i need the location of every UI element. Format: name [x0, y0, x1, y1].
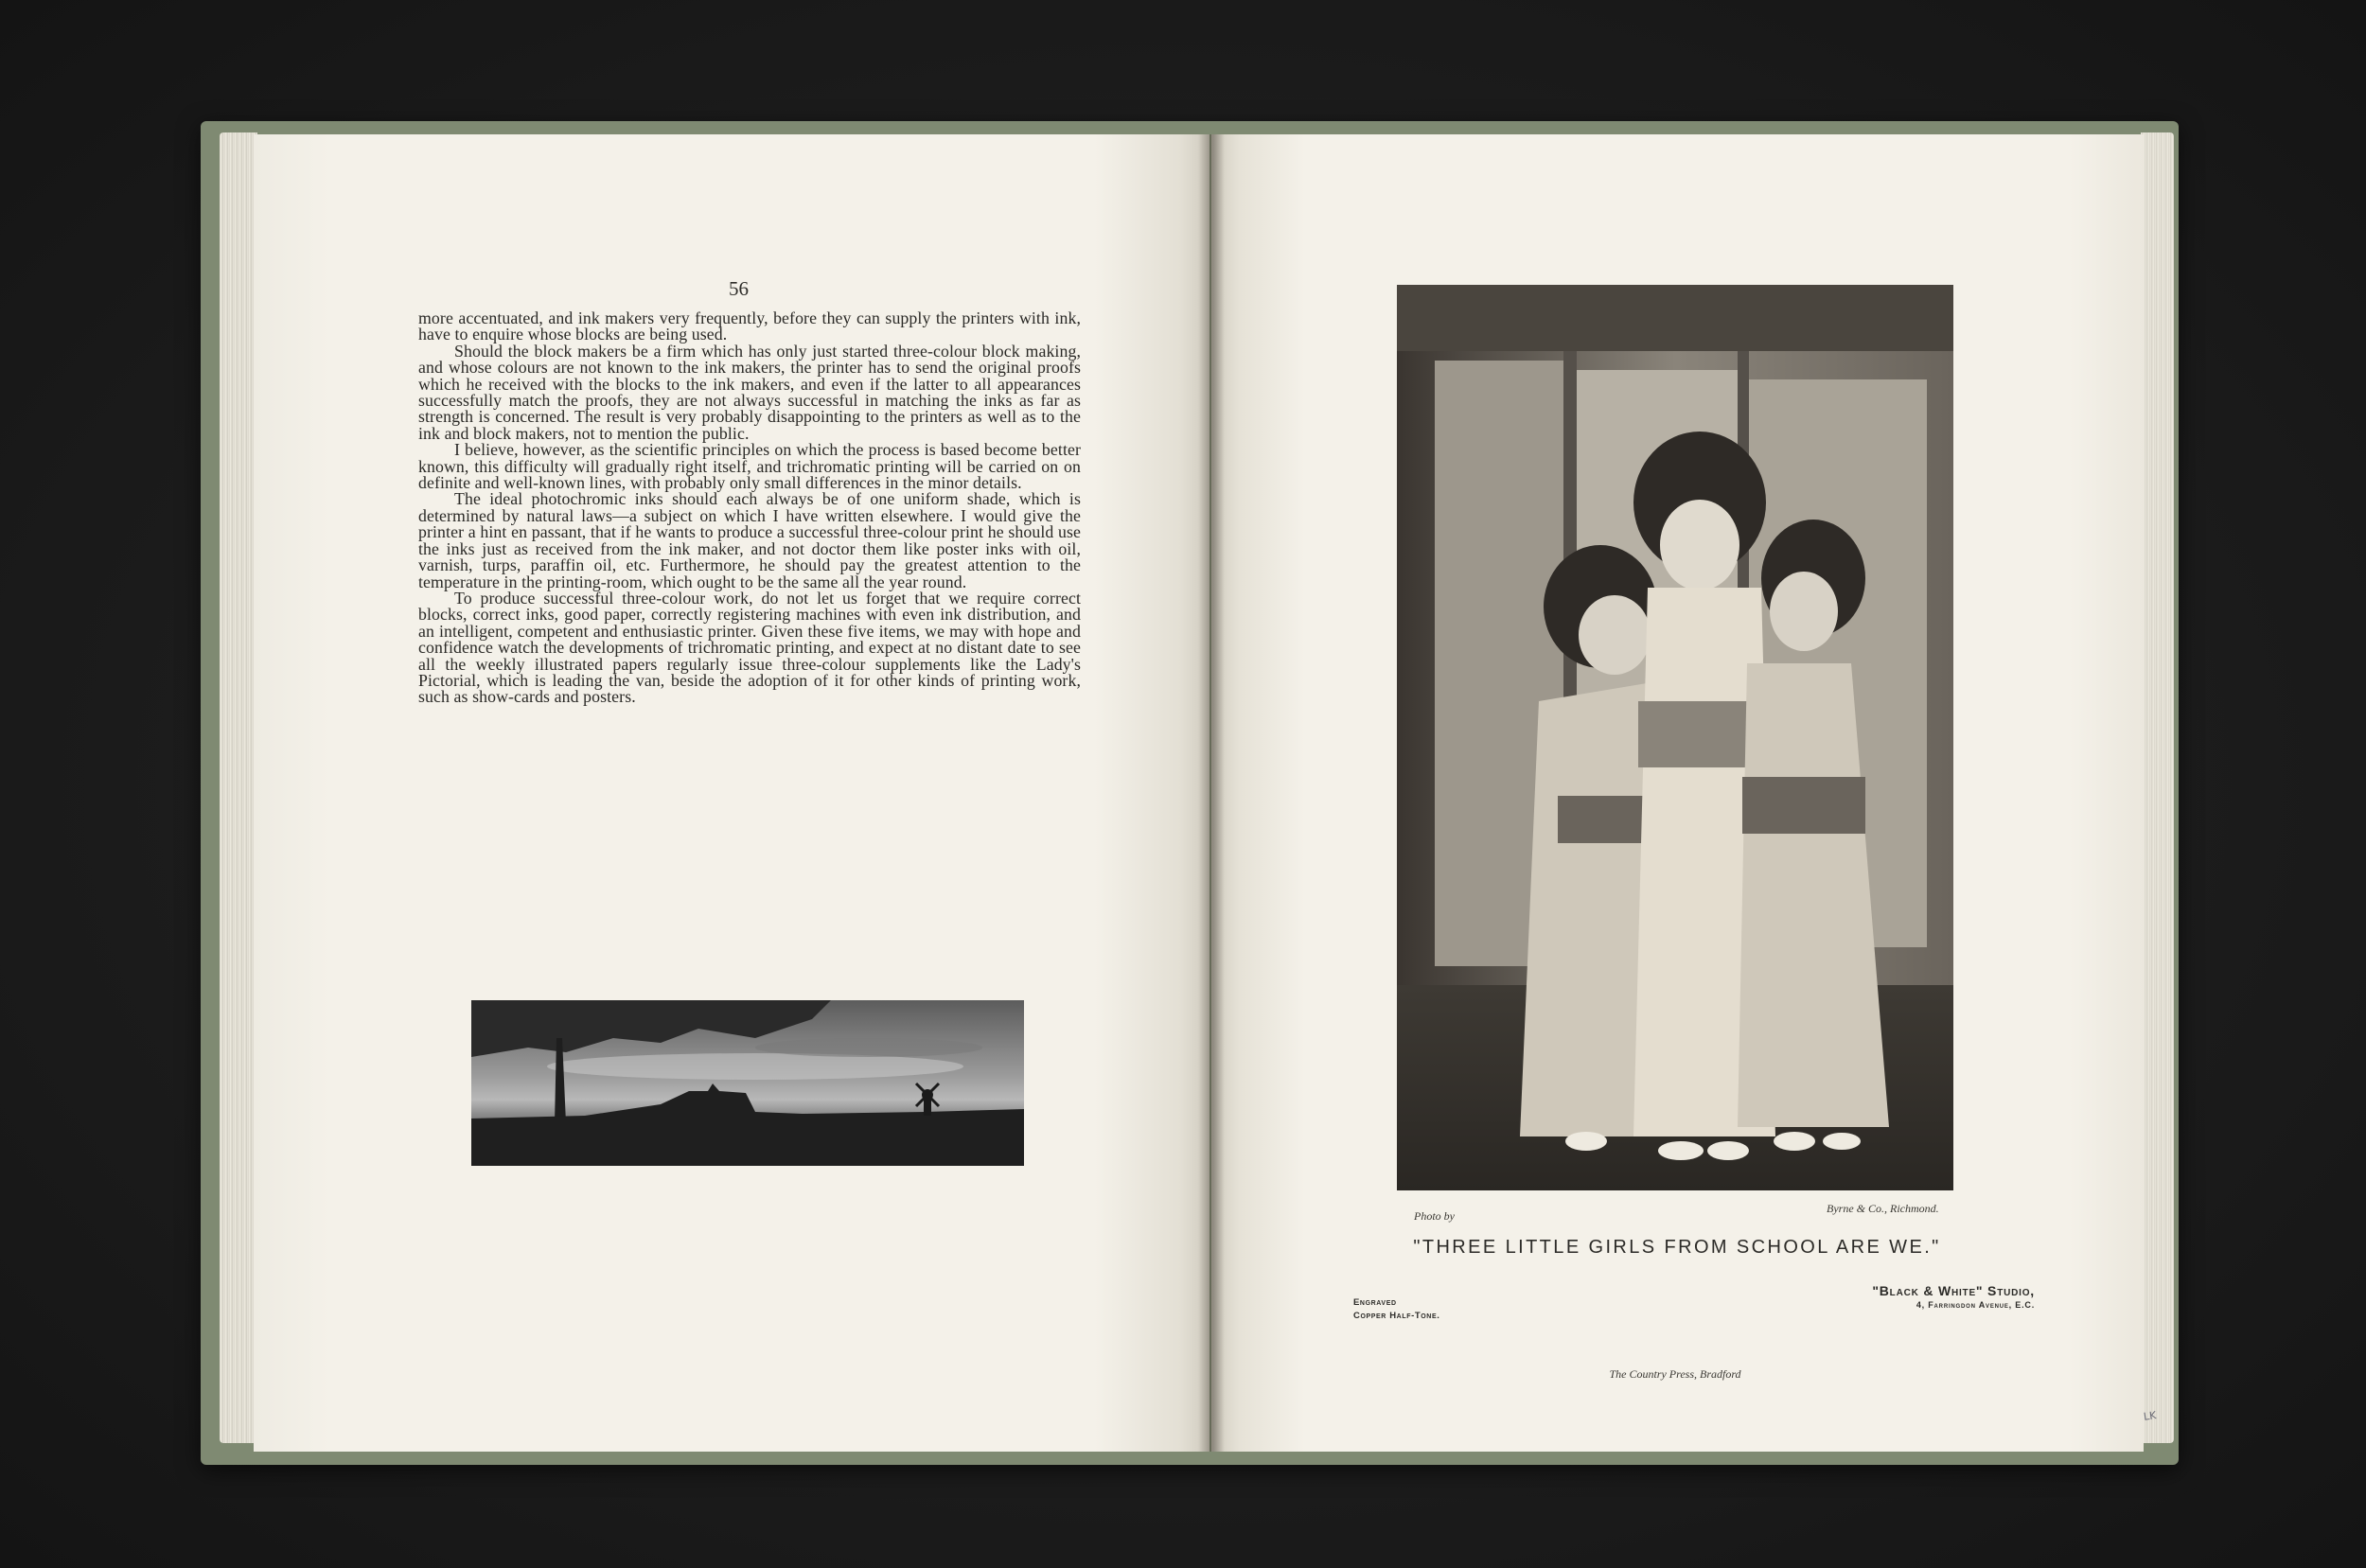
engraving-line-1: Engraved [1353, 1297, 1397, 1308]
three-girls-photograph [1397, 285, 1953, 1190]
pencil-mark: LK [2143, 1409, 2158, 1423]
left-page-edges [220, 132, 257, 1443]
book-gutter [1198, 134, 1225, 1452]
body-text [418, 310, 1081, 706]
page-number: 56 [729, 277, 749, 300]
studio-imprint [1789, 1282, 2035, 1311]
landscape-photo [471, 1000, 1024, 1166]
right-page-edges [2141, 132, 2174, 1443]
photographer-credit: Byrne & Co., Richmond. [1827, 1202, 1939, 1215]
paragraph-5: To produce successful three-colour work, do not let us forget that we require correct blocks, correct inks, good paper, correctly registering machines with even ink distribution, and an intelligent, competent and enthusiastic printer. Given these five items, we may with hope and confidence watch the developments of trichromatic printing, and expect at no distant date to see all the weekly illustrated papers regularly issue three-colour supplements like the Lady's Pictorial, which is leading the van, beside the adoption of it for other kinds of printing work, such as show-cards and posters. [418, 588, 1081, 707]
paragraph-1: more accentuated, and ink makers very frequently, before they can supply the printers with ink, have to enquire whose blocks are being used. [418, 308, 1081, 344]
paragraph-3: I believe, however, as the scientific principles on which the process is based become better known, this difficulty will gradually right itself, and trichromatic printing will be carried on on definite and well-known lines, with probably only small differences in the minor details. [418, 440, 1081, 493]
press-imprint: The Country Press, Bradford [1609, 1367, 1741, 1381]
engraving-note [1353, 1296, 1439, 1323]
studio-name: "Black & White" Studio, [1872, 1283, 2035, 1298]
photo-caption: "THREE LITTLE GIRLS FROM SCHOOL ARE WE." [1413, 1237, 1941, 1258]
paragraph-4: The ideal photochromic inks should each always be of one uniform shade, which is determined by natural laws—a subject on which I have written elsewhere. I would give the printer a hint en passant, that if he wants to produce a successful three-colour print he should use the inks just as received from the ink maker, and not doctor them like poster inks with oil, varnish, turps, paraffin oil, etc. Furthermore, he should pay the greatest attention to the temperature in the printing-room, which ought to be the same all the year round. [418, 489, 1081, 591]
photo-credit-label: Photo by [1414, 1209, 1455, 1223]
paragraph-2: Should the block makers be a firm which has only just started three-colour block making, and whose colours are not known to the ink makers, the printer has to send the original proofs which he received with the blocks to the ink makers, and even if the latter to all appearances successfully match the proofs, they are not always successful in matching the inks as far as strength is concerned. The result is very probably disappointing to the printers as well as to the ink and block makers, not to mention the public. [418, 341, 1081, 443]
studio-address: 4, Farringdon Avenue, E.C. [1916, 1300, 2035, 1310]
engraving-line-2: Copper Half-Tone. [1353, 1311, 1440, 1321]
